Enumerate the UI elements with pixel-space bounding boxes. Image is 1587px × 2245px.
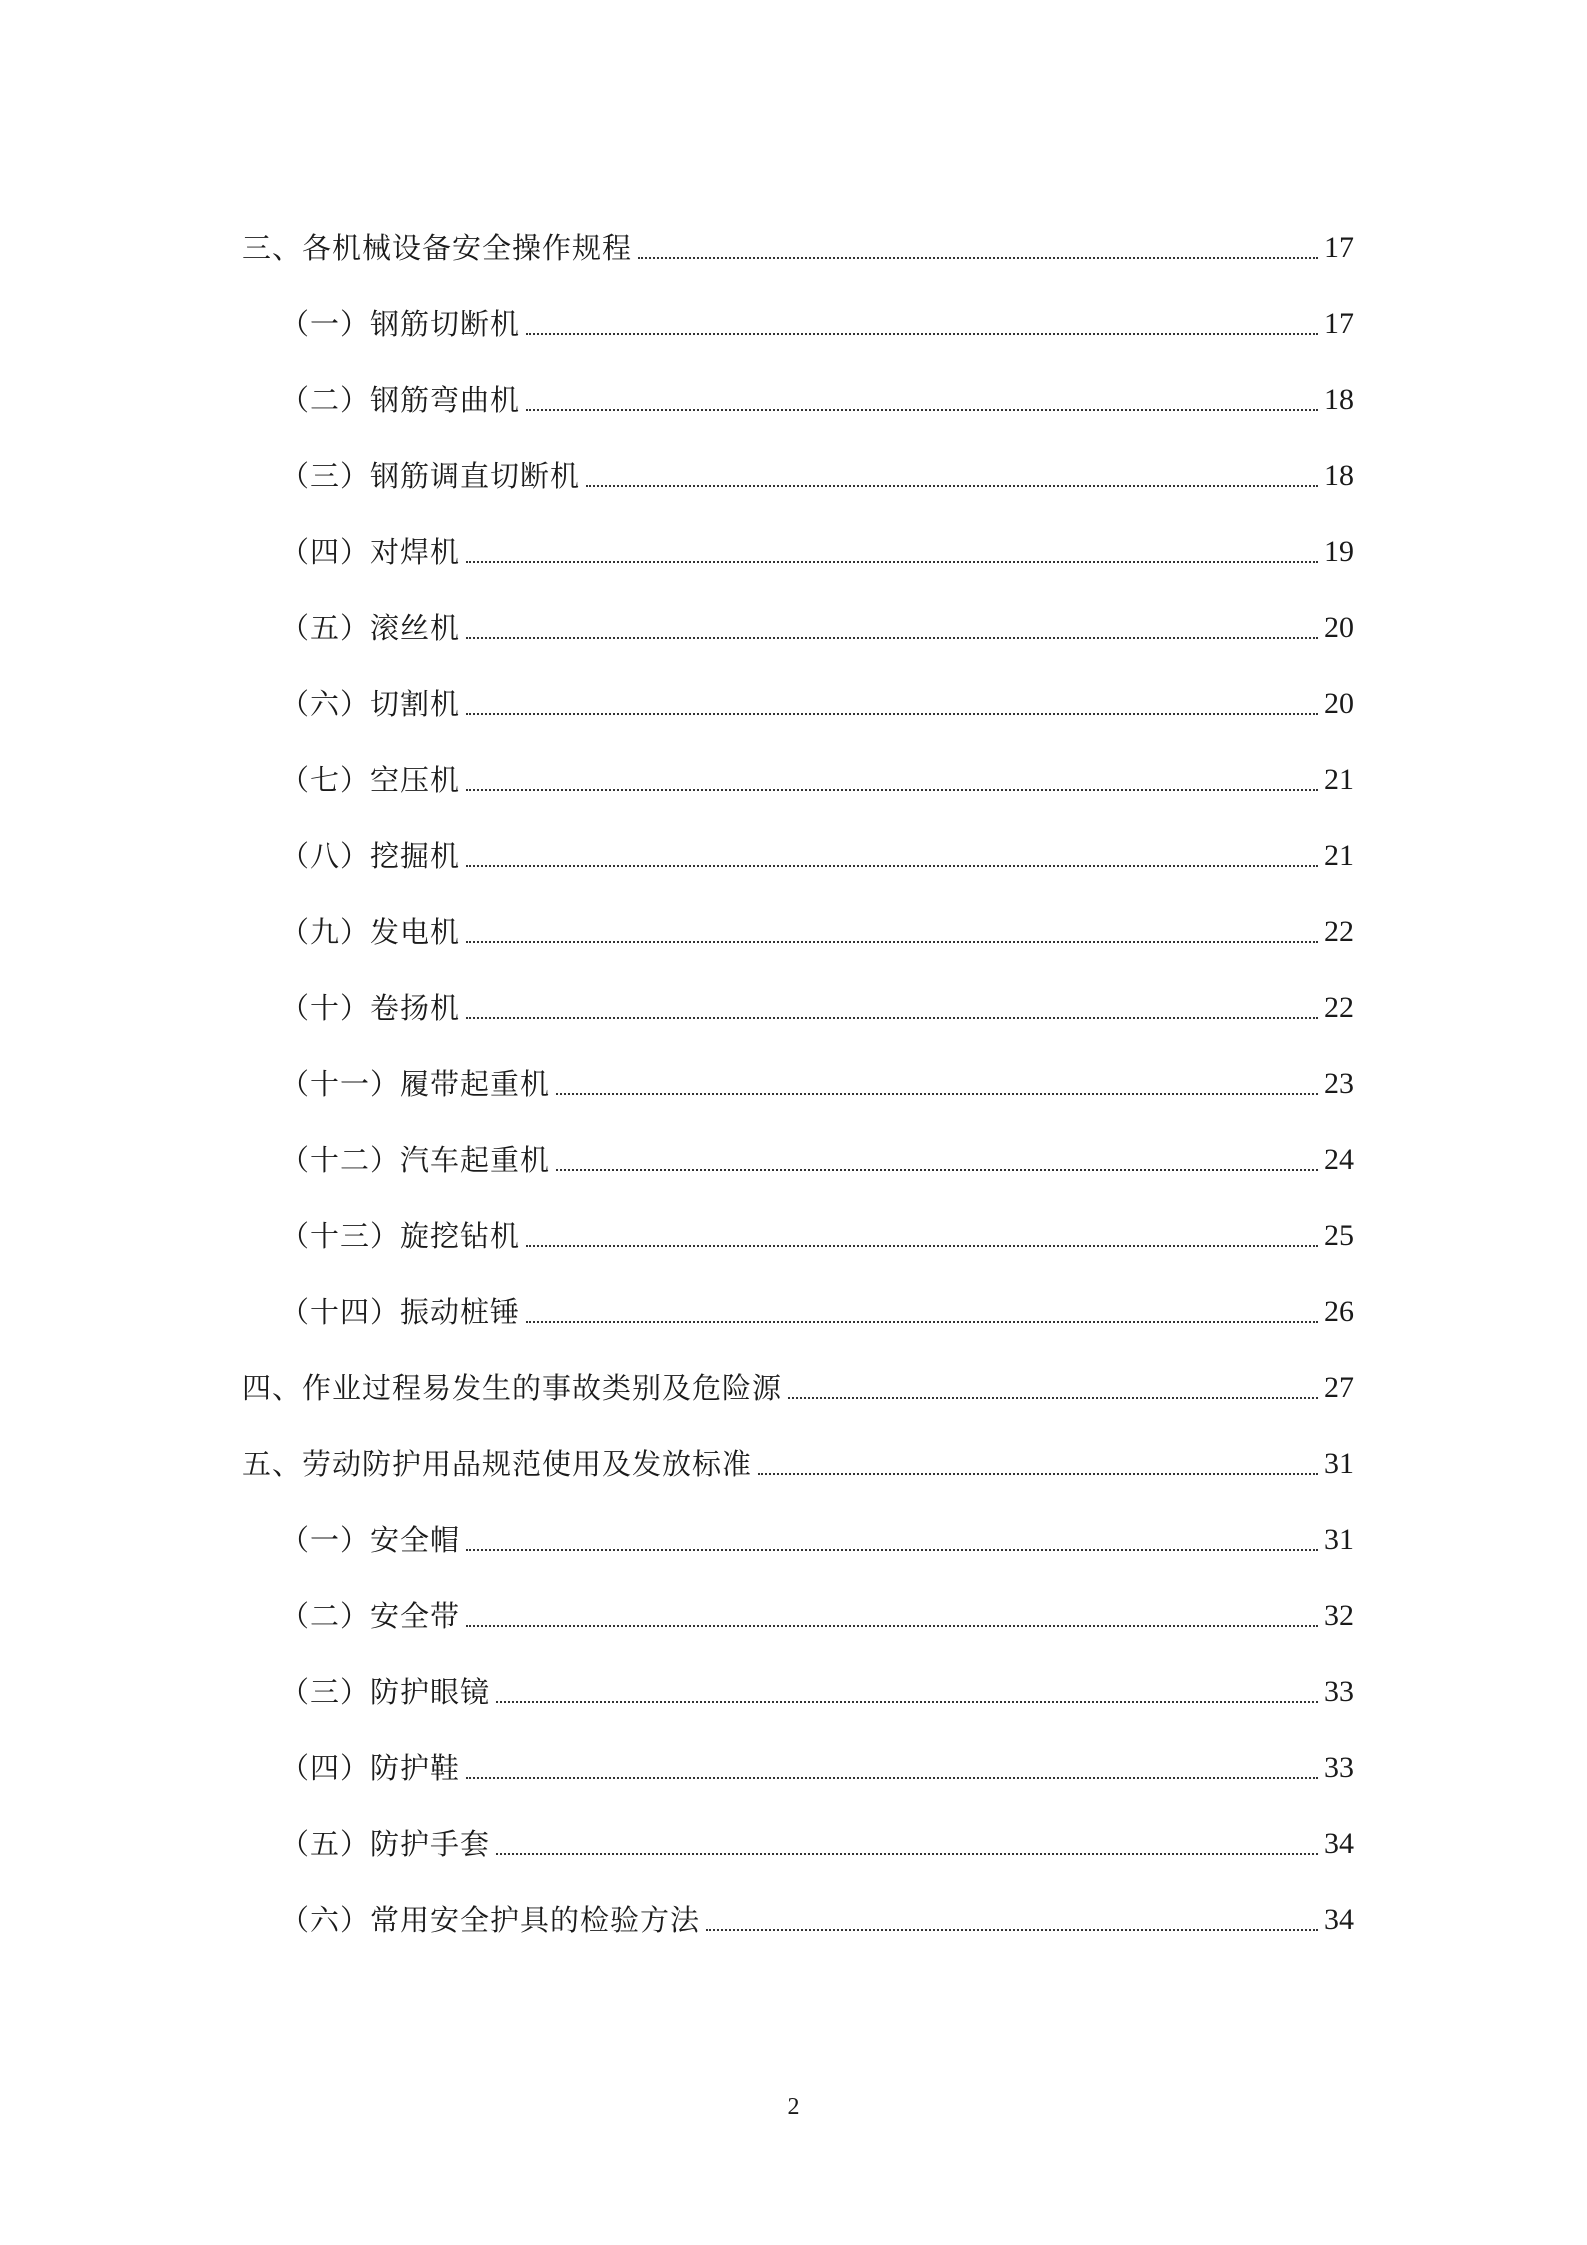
toc-entry[interactable]: [242, 882, 1354, 958]
page-number: 2: [787, 2094, 800, 2120]
toc-entry[interactable]: [242, 958, 1354, 1034]
toc-entry-title: （七）空压机: [280, 763, 461, 797]
toc-entry-title: （九）发电机: [280, 915, 461, 949]
toc-dot-leader: [788, 1397, 1318, 1399]
toc-dot-leader: [556, 1093, 1318, 1095]
toc-entry[interactable]: [242, 1718, 1354, 1794]
toc-entry[interactable]: [242, 1338, 1354, 1414]
toc-entry-page: 25: [1324, 1219, 1354, 1252]
toc-entry[interactable]: [242, 730, 1354, 806]
toc-entry[interactable]: [242, 1794, 1354, 1870]
toc-entry-title: （三）防护眼镜: [280, 1675, 491, 1709]
toc-dot-leader: [466, 1549, 1318, 1551]
toc-entry-page: 18: [1324, 383, 1354, 416]
toc-entry-page: 22: [1324, 915, 1354, 948]
toc-entry[interactable]: [242, 1870, 1354, 1946]
toc-entry[interactable]: [242, 1566, 1354, 1642]
toc-entry-title: （一）安全帽: [280, 1523, 461, 1557]
toc-entry-page: 18: [1324, 459, 1354, 492]
toc-entry-page: 20: [1324, 611, 1354, 644]
toc-entry-title: （六）常用安全护具的检验方法: [280, 1903, 701, 1937]
toc-entry[interactable]: [242, 806, 1354, 882]
toc-entry-title: （十一）履带起重机: [280, 1067, 551, 1101]
toc-entry-title: （二）钢筋弯曲机: [280, 383, 521, 417]
toc-entry[interactable]: [242, 1642, 1354, 1718]
toc-entry[interactable]: [242, 1262, 1354, 1338]
toc-entry[interactable]: [242, 274, 1354, 350]
toc-entry-page: 19: [1324, 535, 1354, 568]
toc-dot-leader: [466, 1625, 1318, 1627]
toc-dot-leader: [496, 1853, 1318, 1855]
toc-dot-leader: [526, 333, 1318, 335]
toc-dot-leader: [466, 941, 1318, 943]
toc-entry[interactable]: [242, 1490, 1354, 1566]
toc-entry-page: 20: [1324, 687, 1354, 720]
toc-entry-title: （一）钢筋切断机: [280, 307, 521, 341]
toc-entry-page: 32: [1324, 1599, 1354, 1632]
toc-entry-page: 21: [1324, 763, 1354, 796]
toc-entry-title: （十四）振动桩锤: [280, 1295, 521, 1329]
toc-entry-page: 17: [1324, 231, 1354, 264]
toc-entry-page: 24: [1324, 1143, 1354, 1176]
toc-entry[interactable]: [242, 198, 1354, 274]
toc-dot-leader: [706, 1929, 1318, 1931]
toc-entry-title: （三）钢筋调直切断机: [280, 459, 581, 493]
toc-dot-leader: [526, 1245, 1318, 1247]
toc-dot-leader: [466, 865, 1318, 867]
toc-entry-page: 33: [1324, 1675, 1354, 1708]
toc-entry-title: （十）卷扬机: [280, 991, 461, 1025]
toc-entry-page: 34: [1324, 1903, 1354, 1936]
toc-entry-page: 31: [1324, 1523, 1354, 1556]
toc-dot-leader: [586, 485, 1318, 487]
toc-dot-leader: [526, 409, 1318, 411]
toc-dot-leader: [466, 789, 1318, 791]
toc-dot-leader: [526, 1321, 1318, 1323]
toc-dot-leader: [466, 713, 1318, 715]
toc-entry-page: 34: [1324, 1827, 1354, 1860]
toc-entry[interactable]: [242, 1110, 1354, 1186]
toc-dot-leader: [758, 1473, 1318, 1475]
toc-entry-title: 四、作业过程易发生的事故类别及危险源: [242, 1371, 783, 1405]
toc-entry-page: 22: [1324, 991, 1354, 1024]
toc-entry-page: 17: [1324, 307, 1354, 340]
toc-entry[interactable]: [242, 654, 1354, 730]
toc-entry-page: 23: [1324, 1067, 1354, 1100]
toc-entry-title: （十三）旋挖钻机: [280, 1219, 521, 1253]
toc-entry-title: （四）防护鞋: [280, 1751, 461, 1785]
toc-entry[interactable]: [242, 578, 1354, 654]
toc-dot-leader: [466, 1017, 1318, 1019]
toc-entry-title: 五、劳动防护用品规范使用及发放标准: [242, 1447, 753, 1481]
toc-entry-page: 31: [1324, 1447, 1354, 1480]
toc-entry[interactable]: [242, 426, 1354, 502]
toc-dot-leader: [466, 1777, 1318, 1779]
toc-entry-title: （五）防护手套: [280, 1827, 491, 1861]
toc-dot-leader: [556, 1169, 1318, 1171]
toc-entry-page: 21: [1324, 839, 1354, 872]
toc-entry-title: （五）滚丝机: [280, 611, 461, 645]
toc-entry-title: （六）切割机: [280, 687, 461, 721]
toc-dot-leader: [466, 637, 1318, 639]
toc-entry-page: 27: [1324, 1371, 1354, 1404]
toc-entry[interactable]: [242, 350, 1354, 426]
toc-entry[interactable]: [242, 1414, 1354, 1490]
toc-entry-page: 33: [1324, 1751, 1354, 1784]
table-of-contents: [242, 198, 1354, 1946]
toc-dot-leader: [496, 1701, 1318, 1703]
toc-entry-title: （二）安全带: [280, 1599, 461, 1633]
toc-entry-page: 26: [1324, 1295, 1354, 1328]
toc-entry[interactable]: [242, 502, 1354, 578]
toc-dot-leader: [466, 561, 1318, 563]
toc-dot-leader: [638, 257, 1318, 259]
toc-entry[interactable]: [242, 1034, 1354, 1110]
toc-entry[interactable]: [242, 1186, 1354, 1262]
toc-entry-title: （四）对焊机: [280, 535, 461, 569]
toc-entry-title: （八）挖掘机: [280, 839, 461, 873]
toc-entry-title: 三、各机械设备安全操作规程: [242, 231, 633, 265]
toc-entry-title: （十二）汽车起重机: [280, 1143, 551, 1177]
